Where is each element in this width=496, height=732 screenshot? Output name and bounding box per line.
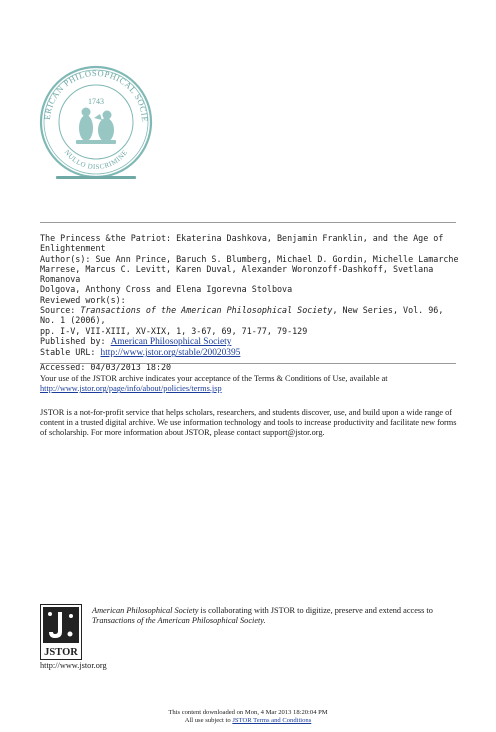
jstor-logo (40, 604, 82, 660)
source-pages: pp. I-V, VII-XIII, XV-XIX, 1, 3-67, 69, 71-77, 79-129 (40, 325, 308, 336)
citation-block (40, 233, 460, 372)
about-line-1: JSTOR is a not-for-profit service that helps scholars, researchers, and students discover, use, and build upon a wide range of (40, 408, 453, 417)
seal-ring-text-top: ERICAN PHILOSOPHICAL SOCIE (41, 67, 151, 123)
reviewed-works: Reviewed work(s): (40, 294, 126, 305)
collab-middle: is collaborating with JSTOR to digitize, preserve and extend access to (198, 606, 433, 615)
title-line-2: Enlightenment (40, 243, 106, 254)
source-prefix: Source: (40, 305, 81, 316)
middle-divider (40, 363, 456, 364)
footer-download-line: This content downloaded on Mon, 4 Mar 2013 18:20:04 PM (168, 709, 328, 716)
jstor-logo-text: JSTOR (44, 647, 78, 658)
terms-link[interactable]: http://www.jstor.org/page/info/about/policies/terms.jsp (40, 384, 222, 394)
collab-publisher: American Philosophical Society (92, 606, 199, 615)
stable-url-link[interactable]: http://www.jstor.org/stable/20020395 (100, 348, 241, 359)
source-rest: , New Series, Vol. 96, No. 1 (2006), (40, 305, 444, 326)
jstor-home-link[interactable]: http://www.jstor.org (40, 661, 107, 670)
published-label: Published by: (40, 335, 111, 346)
footer-terms-line (0, 717, 496, 725)
aps-seal-logo (38, 48, 154, 196)
top-divider (40, 222, 456, 223)
about-line-3: of scholarship. For more information about JSTOR, please contact support@jstor.org. (40, 428, 325, 438)
svg-text:NULLO DISCRIMINE (63, 148, 130, 171)
collaboration-paragraph (92, 606, 462, 626)
about-paragraph (40, 408, 460, 439)
source-line (40, 305, 460, 326)
accessed-date: Accessed: 04/03/2013 18:20 (40, 361, 172, 372)
authors-line-2: Marrese, Marcus C. Levitt, Karen Duval, Alexander Woronzoff-Dashkoff, Svetlana Romanova (40, 263, 434, 285)
stable-url-label: Stable URL: (40, 347, 101, 358)
published-line (40, 336, 460, 347)
authors-line-3: Dolgova, Anthony Cross and Elena Igorevna Stolbova (40, 284, 293, 295)
seal-ring-text-bottom: NULLO DISCRIMINE (62, 148, 130, 172)
terms-line: Your use of the JSTOR archive indicates your acceptance of the Terms & Conditions of Use, available at (40, 374, 388, 383)
source-journal: Transactions of the American Philosophical Society (80, 305, 333, 316)
publisher-link[interactable]: American Philosophical Society (110, 336, 232, 347)
footer-terms-link[interactable]: JSTOR Terms and Conditions (232, 717, 312, 724)
terms-paragraph (40, 374, 460, 394)
title-line-1: The Princess &the Patriot: Ekaterina Dashkova, Benjamin Franklin, and the Age of (40, 233, 444, 243)
about-line-2: content in a trusted digital archive. We use information technology and tools to increase productivity and facilitate new forms (40, 418, 457, 428)
stable-url-line (40, 347, 460, 358)
footer-terms-prefix: All use subject to (184, 717, 233, 724)
seal-year: 1743 (88, 97, 104, 106)
collab-journal: Transactions of the American Philosophical Society. (92, 616, 266, 626)
authors-line-1: Author(s): Sue Ann Prince, Baruch S. Blumberg, Michael D. Gordin, Michelle Lamarche (40, 253, 459, 264)
footer (0, 709, 496, 725)
